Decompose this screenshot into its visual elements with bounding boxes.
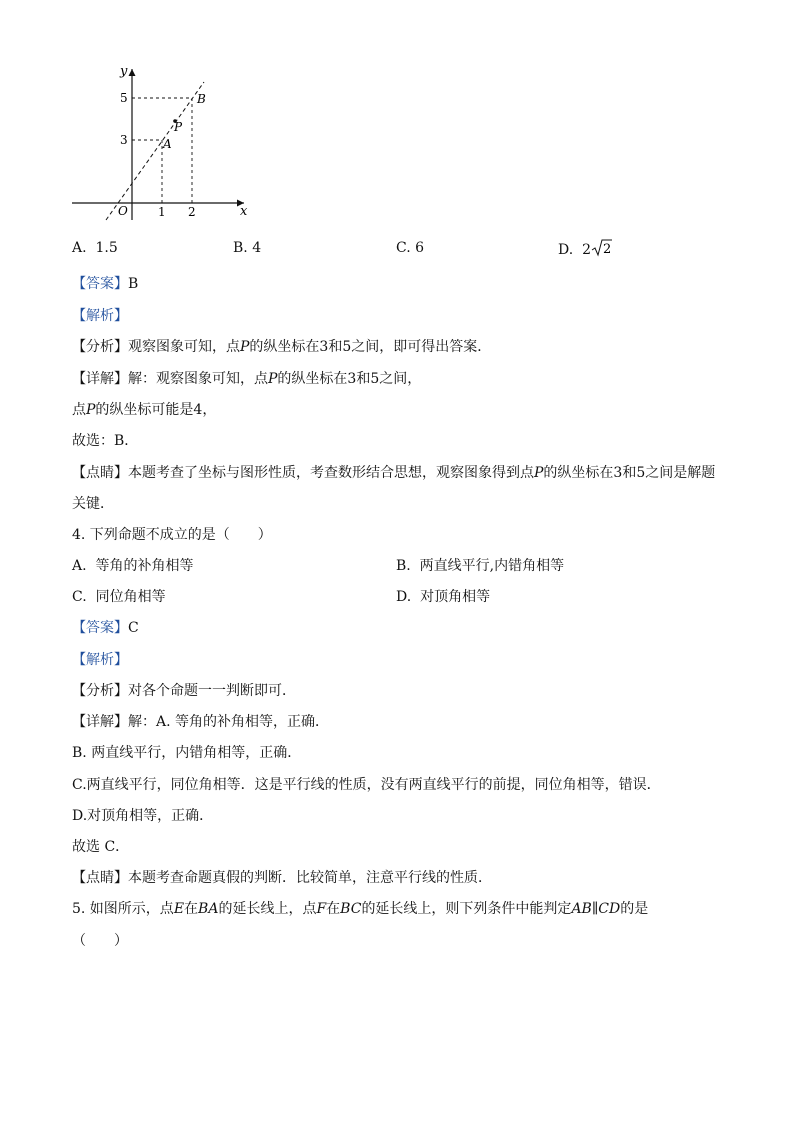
q4-option-c [72, 587, 166, 607]
point-p-label: P [174, 120, 183, 134]
q4-option-d [396, 587, 490, 607]
point-b-label: B [197, 92, 206, 106]
q3-fenxi-text-1: 观察图象可知，点 [128, 339, 240, 355]
q4-option-b-letter: B. [396, 558, 411, 574]
q3-dianjing-line-2: 关键． [72, 496, 114, 512]
q3-fenxi-line [72, 337, 491, 357]
q3-analysis-tag: 【解析】 [72, 308, 128, 324]
q3-fenxi-text-2: 的纵坐标在3和5之间，即可得出答案． [249, 339, 492, 355]
q5-var-ba: BA [198, 901, 219, 917]
tick-x-2: 2 [188, 205, 196, 219]
q3-answer-tag: 【答案】 [72, 276, 128, 292]
q3-answer-line [72, 274, 138, 294]
q4-fenxi-line [72, 681, 296, 701]
origin-label: O [118, 204, 128, 218]
q4-choose-line: 故选 C． [72, 839, 130, 855]
q4-answer-line [72, 618, 139, 638]
q5-var-e: E [173, 901, 185, 917]
q5-stem-2: 在 [184, 901, 199, 917]
q5-stem-6: 的是 [620, 901, 649, 917]
q4-option-d-text: 对顶角相等 [420, 589, 491, 605]
q3-option-b-letter: B. [233, 240, 248, 256]
q3-fenxi-tag: 【分析】 [72, 339, 128, 355]
q4-option-c-text: 同位角相等 [95, 589, 166, 605]
q4-xiangjie-text: 解：A. 等角的补角相等，正确． [128, 714, 330, 730]
q3-choose-line: 故选：B． [72, 433, 139, 449]
q5-stem-4: 在 [326, 901, 341, 917]
q4-fenxi-tag: 【分析】 [72, 683, 128, 699]
q5-var-abcd: AB∥CD [571, 901, 621, 917]
x-axis-label: x [240, 204, 248, 219]
q3-xiangjie-line [72, 369, 421, 389]
q3-line2-text-1: 点 [72, 402, 86, 418]
q3-option-a-letter: A. [72, 240, 87, 256]
q4-line-c: C.两直线平行，同位角相等．这是平行线的性质，没有两直线平行的前提，同位角相等，错误． [72, 777, 661, 793]
q4-stem: 4. 下列命题不成立的是（ ） [72, 527, 272, 543]
q4-answer: C [128, 620, 139, 636]
q3-option-b-text: 4 [252, 240, 262, 256]
q4-option-a-text: 等角的补角相等 [95, 558, 194, 574]
q4-dianjing-line [72, 868, 492, 888]
q5-stem-3: 的延长线上，点 [218, 901, 317, 917]
q4-xiangjie-line [72, 712, 329, 732]
q3-option-c [396, 238, 424, 258]
y-axis-label: y [120, 64, 128, 79]
q3-dianjing-text-1: 本题考查了坐标与图形性质，考查数形结合思想，观察图象得到点 [128, 465, 534, 481]
q4-option-a-letter: A. [72, 558, 87, 574]
q3-option-c-text: 6 [415, 240, 425, 256]
q4-option-b [396, 556, 564, 576]
tick-y-3: 3 [120, 133, 128, 147]
q3-xiangjie-var: P [268, 371, 278, 387]
tick-y-5: 5 [120, 91, 128, 105]
point-a-label: A [163, 137, 172, 151]
q3-option-d-text: 2 [582, 242, 592, 258]
q3-answer: B [128, 276, 139, 292]
q3-xiangjie-text-1: 解：观察图象可知，点 [128, 371, 268, 387]
q4-xiangjie-tag: 【详解】 [72, 714, 128, 730]
q3-option-d-letter: D. [558, 242, 574, 258]
q4-option-c-letter: C. [72, 589, 87, 605]
tick-x-1: 1 [158, 205, 166, 219]
q3-option-c-letter: C. [396, 240, 411, 256]
q3-option-a-text: 1.5 [95, 240, 118, 256]
q3-dianjing-line [72, 463, 715, 483]
q3-dianjing-var: P [534, 465, 544, 481]
q4-line-b: B. 两直线平行，内错角相等，正确． [72, 745, 302, 761]
q4-option-a [72, 556, 193, 576]
q4-option-d-letter: D. [396, 589, 412, 605]
q3-line2-var: P [86, 402, 96, 418]
q4-option-b-text: 两直线平行,内错角相等 [419, 558, 565, 574]
q5-var-f: F [316, 901, 327, 917]
q5-stem [72, 899, 648, 919]
q3-option-b [233, 238, 261, 258]
q3-option-a [72, 238, 118, 258]
q5-var-bc: BC [340, 901, 362, 917]
q4-dianjing-tag: 【点睛】 [72, 870, 128, 886]
q5-stem-5: 的延长线上，则下列条件中能判定 [361, 901, 572, 917]
q3-option-d [558, 238, 613, 260]
coordinate-graph [62, 55, 262, 225]
q3-dianjing-text-2: 的纵坐标在3和5之间是解题 [543, 465, 716, 481]
sqrt-icon [591, 238, 613, 258]
q4-dianjing-text: 本题考查命题真假的判断．比较简单，注意平行线的性质． [128, 870, 492, 886]
q4-analysis-tag: 【解析】 [72, 652, 128, 668]
q4-fenxi-text: 对各个命题一一判断即可． [128, 683, 296, 699]
q4-analysis-line [72, 650, 128, 670]
q5-stem-1: 5. 如图所示，点 [72, 901, 174, 917]
q3-dianjing-tag: 【点睛】 [72, 465, 128, 481]
q3-xiangjie-tag: 【详解】 [72, 371, 128, 387]
q5-stem-bracket: （ ） [72, 933, 128, 949]
q3-xiangjie-text-2: 的纵坐标在3和5之间， [277, 371, 422, 387]
q4-answer-tag: 【答案】 [72, 620, 128, 636]
q3-analysis-line [72, 306, 128, 326]
q4-line-d: D.对顶角相等，正确． [72, 808, 214, 824]
q3-fenxi-var: P [240, 339, 250, 355]
sqrt-radicand: 2 [603, 242, 612, 257]
q3-line2-text-2: 的纵坐标可能是4， [95, 402, 217, 418]
q3-line2 [72, 400, 216, 420]
